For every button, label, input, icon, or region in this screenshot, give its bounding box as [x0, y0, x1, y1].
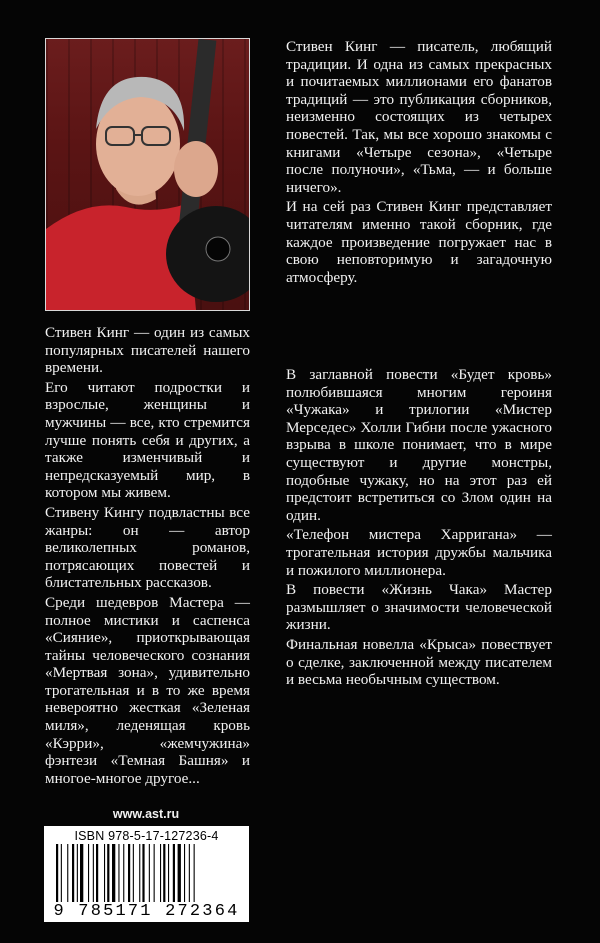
barcode-bar — [154, 844, 155, 902]
stories-paragraph-2: «Телефон мистера Харригана» — трогательная история дружбы мальчика и пожилого миллионера. — [286, 526, 552, 579]
barcode-bar — [139, 844, 140, 902]
barcode-bar — [72, 844, 74, 902]
barcode-bar — [104, 844, 105, 902]
barcode-bar — [128, 844, 130, 902]
barcode-bars — [54, 844, 239, 902]
author-portrait-illustration — [46, 39, 249, 310]
barcode-bar — [149, 844, 150, 902]
barcode-bar — [123, 844, 124, 902]
barcode-bar — [160, 844, 161, 902]
barcode-bar — [189, 844, 190, 902]
isbn-number: ISBN 978-5-17-127236-4 — [74, 829, 219, 843]
barcode-bar — [163, 844, 165, 902]
barcode-bar — [118, 844, 119, 902]
barcode-bar — [107, 844, 109, 902]
barcode-bar — [96, 844, 98, 902]
stories-paragraph-4: Финальная новелла «Крыса» повествует о сделке, заключенной между писателем и весьма необычным существом. — [286, 635, 552, 689]
barcode-bar — [67, 844, 68, 902]
barcode-bar — [184, 844, 185, 902]
barcode-digits: 9 785171 272364 — [53, 902, 240, 921]
stories-text-column — [286, 366, 552, 691]
stories-paragraph-1: В заглавной повести «Будет кровь» полюбившаяся многим героиня «Чужака» и трилогии «Мистер Мерседес» Холли Гибни после ужасного взрыва в школе понимает, что в мире существуют и другие монстры, подобные чужаку, но на этот раз ей предстоит встретиться со Злом один на один. — [286, 366, 552, 524]
bio-paragraph-1: Стивен Кинг — один из самых популярных писателей нашего времени. — [45, 324, 250, 377]
barcode-label — [44, 826, 249, 922]
barcode-bar — [173, 844, 175, 902]
publisher-website: www.ast.ru — [112, 807, 180, 821]
barcode-bar — [142, 844, 144, 902]
barcode-bar — [168, 844, 169, 902]
barcode-bar — [194, 844, 195, 902]
barcode-bar — [88, 844, 89, 902]
bio-paragraph-2: Его читают подростки и взрослые, женщины и мужчины — все, кто стремится лучше понять себя и других, а также изменчивый и непредсказуемый мир, в котором мы живем. — [45, 378, 250, 502]
barcode-bar — [56, 844, 58, 902]
bio-paragraph-3: Стивену Кингу подвластны все жанры: он — автор великолепных романов, потрясающих повестей и блистательных рассказов. — [45, 503, 250, 592]
intro-paragraph-2: И на сей раз Стивен Кинг представляет читателям именно такой сборник, где каждое произведение погружает нас в свою неповторимую и загадочную атмосферу. — [286, 198, 552, 286]
intro-text-column — [286, 38, 552, 288]
bio-paragraph-4: Среди шедевров Мастера — полное мистики и саспенса «Сияние», приоткрывающая тайны человеческого сознания «Мертвая зона», удивительно трогательная и в то же время невероятно жесткая «Зеленая миля», леденящая кровь «Кэрри», «жемчужина» фэнтези «Темная Башня» и многое-многое другое... — [45, 593, 250, 787]
barcode-bar — [80, 844, 83, 902]
barcode-bar — [178, 844, 181, 902]
author-bio-column — [45, 324, 250, 789]
barcode-bar — [77, 844, 78, 902]
barcode-bar — [61, 844, 62, 902]
author-photo — [45, 38, 250, 311]
barcode-bar — [133, 844, 134, 902]
stories-paragraph-3: В повести «Жизнь Чака» Мастер размышляет о значимости человеческой жизни. — [286, 581, 552, 634]
intro-paragraph-1: Стивен Кинг — писатель, любящий традиции. И одна из самых прекрасных и почитаемых миллионами его фанатов традиций — это публикация сборников, неизменно состоящих из четырех повестей. Так, мы все хорошо знакомы с книгами «Четыре сезона», «Четыре после полуночи», «Тьма, — и больше ничего». — [286, 38, 552, 196]
barcode-bar — [93, 844, 94, 902]
barcode-bar — [112, 844, 115, 902]
